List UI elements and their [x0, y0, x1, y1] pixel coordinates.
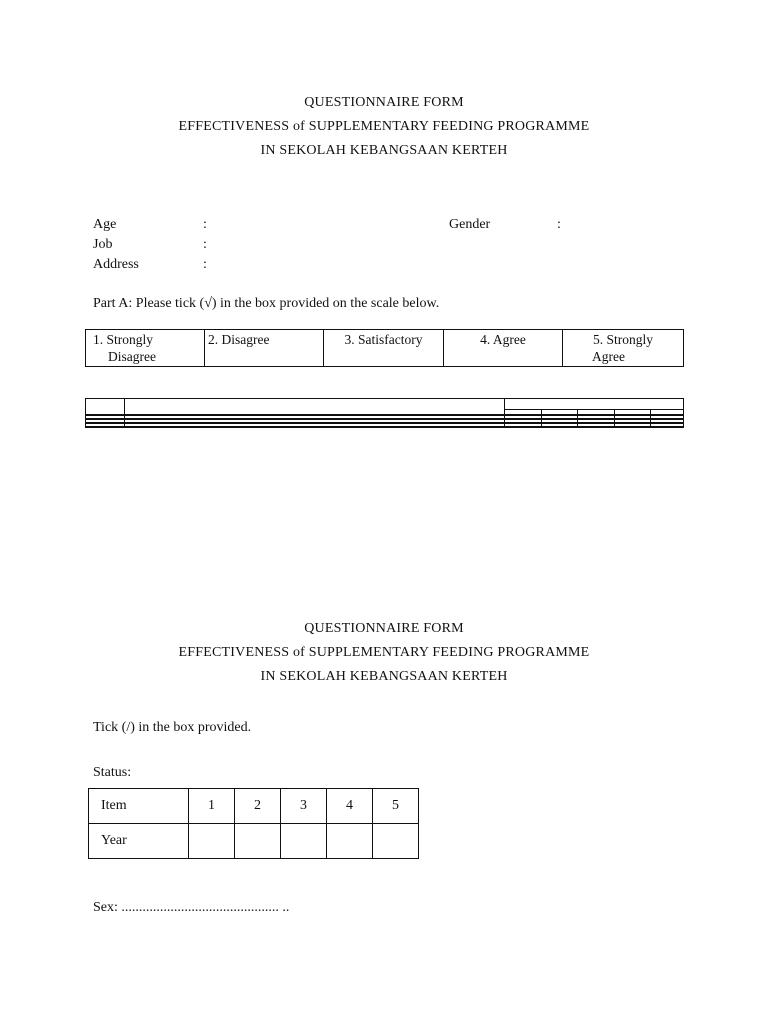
scale-cell-5: 5. Strongly Agree	[563, 330, 684, 367]
form2-instruction: Tick (/) in the box provided.	[93, 720, 252, 735]
year-checkbox-1[interactable]	[189, 824, 235, 859]
grid-rule-b	[85, 418, 684, 420]
address-label: Address	[93, 257, 139, 272]
age-colon: :	[203, 217, 207, 232]
form1-subtitle-1: EFFECTIVENESS of SUPPLEMENTARY FEEDING PROGRAMME	[178, 119, 590, 134]
scale-cell-2: 2. Disagree	[205, 330, 324, 367]
job-label: Job	[93, 237, 113, 252]
item-col-3: 3	[281, 789, 327, 824]
item-col-2: 2	[235, 789, 281, 824]
grid-rule-c	[85, 422, 684, 424]
year-checkbox-4[interactable]	[327, 824, 373, 859]
status-table	[88, 788, 419, 859]
gender-colon: :	[557, 217, 561, 232]
item-col-1: 1	[189, 789, 235, 824]
status-year-row	[89, 824, 419, 859]
status-label: Status:	[93, 765, 132, 780]
form2-subtitle-2: IN SEKOLAH KEBANGSAAN KERTEH	[260, 669, 508, 684]
form1-subtitle-2: IN SEKOLAH KEBANGSAAN KERTEH	[260, 143, 508, 158]
form2-title: QUESTIONNAIRE FORM	[304, 621, 464, 636]
rating-scale-table	[85, 329, 684, 367]
item-col-4: 4	[327, 789, 373, 824]
scale-cell-1: 1. Strongly Disagree	[86, 330, 205, 367]
item-label: Item	[89, 789, 189, 824]
grid-top-rule	[85, 398, 684, 399]
grid-rule-a	[85, 414, 684, 416]
sex-field: Sex: ............................................. ..	[93, 900, 290, 915]
age-label: Age	[93, 217, 117, 232]
gender-label: Gender	[449, 217, 491, 232]
grid-subheader-rule	[504, 409, 684, 410]
year-checkbox-5[interactable]	[373, 824, 419, 859]
scale-cell-3: 3. Satisfactory	[324, 330, 444, 367]
year-checkbox-2[interactable]	[235, 824, 281, 859]
address-colon: :	[203, 257, 207, 272]
form1-title: QUESTIONNAIRE FORM	[304, 95, 464, 110]
status-item-row	[89, 789, 419, 824]
scale-cell-4: 4. Agree	[444, 330, 563, 367]
grid-rule-d	[85, 426, 684, 428]
item-col-5: 5	[373, 789, 419, 824]
part-a-instruction: Part A: Please tick (√) in the box provided on the scale below.	[93, 296, 440, 311]
year-label: Year	[89, 824, 189, 859]
form2-subtitle-1: EFFECTIVENESS of SUPPLEMENTARY FEEDING PROGRAMME	[178, 645, 590, 660]
job-colon: :	[203, 237, 207, 252]
year-checkbox-3[interactable]	[281, 824, 327, 859]
